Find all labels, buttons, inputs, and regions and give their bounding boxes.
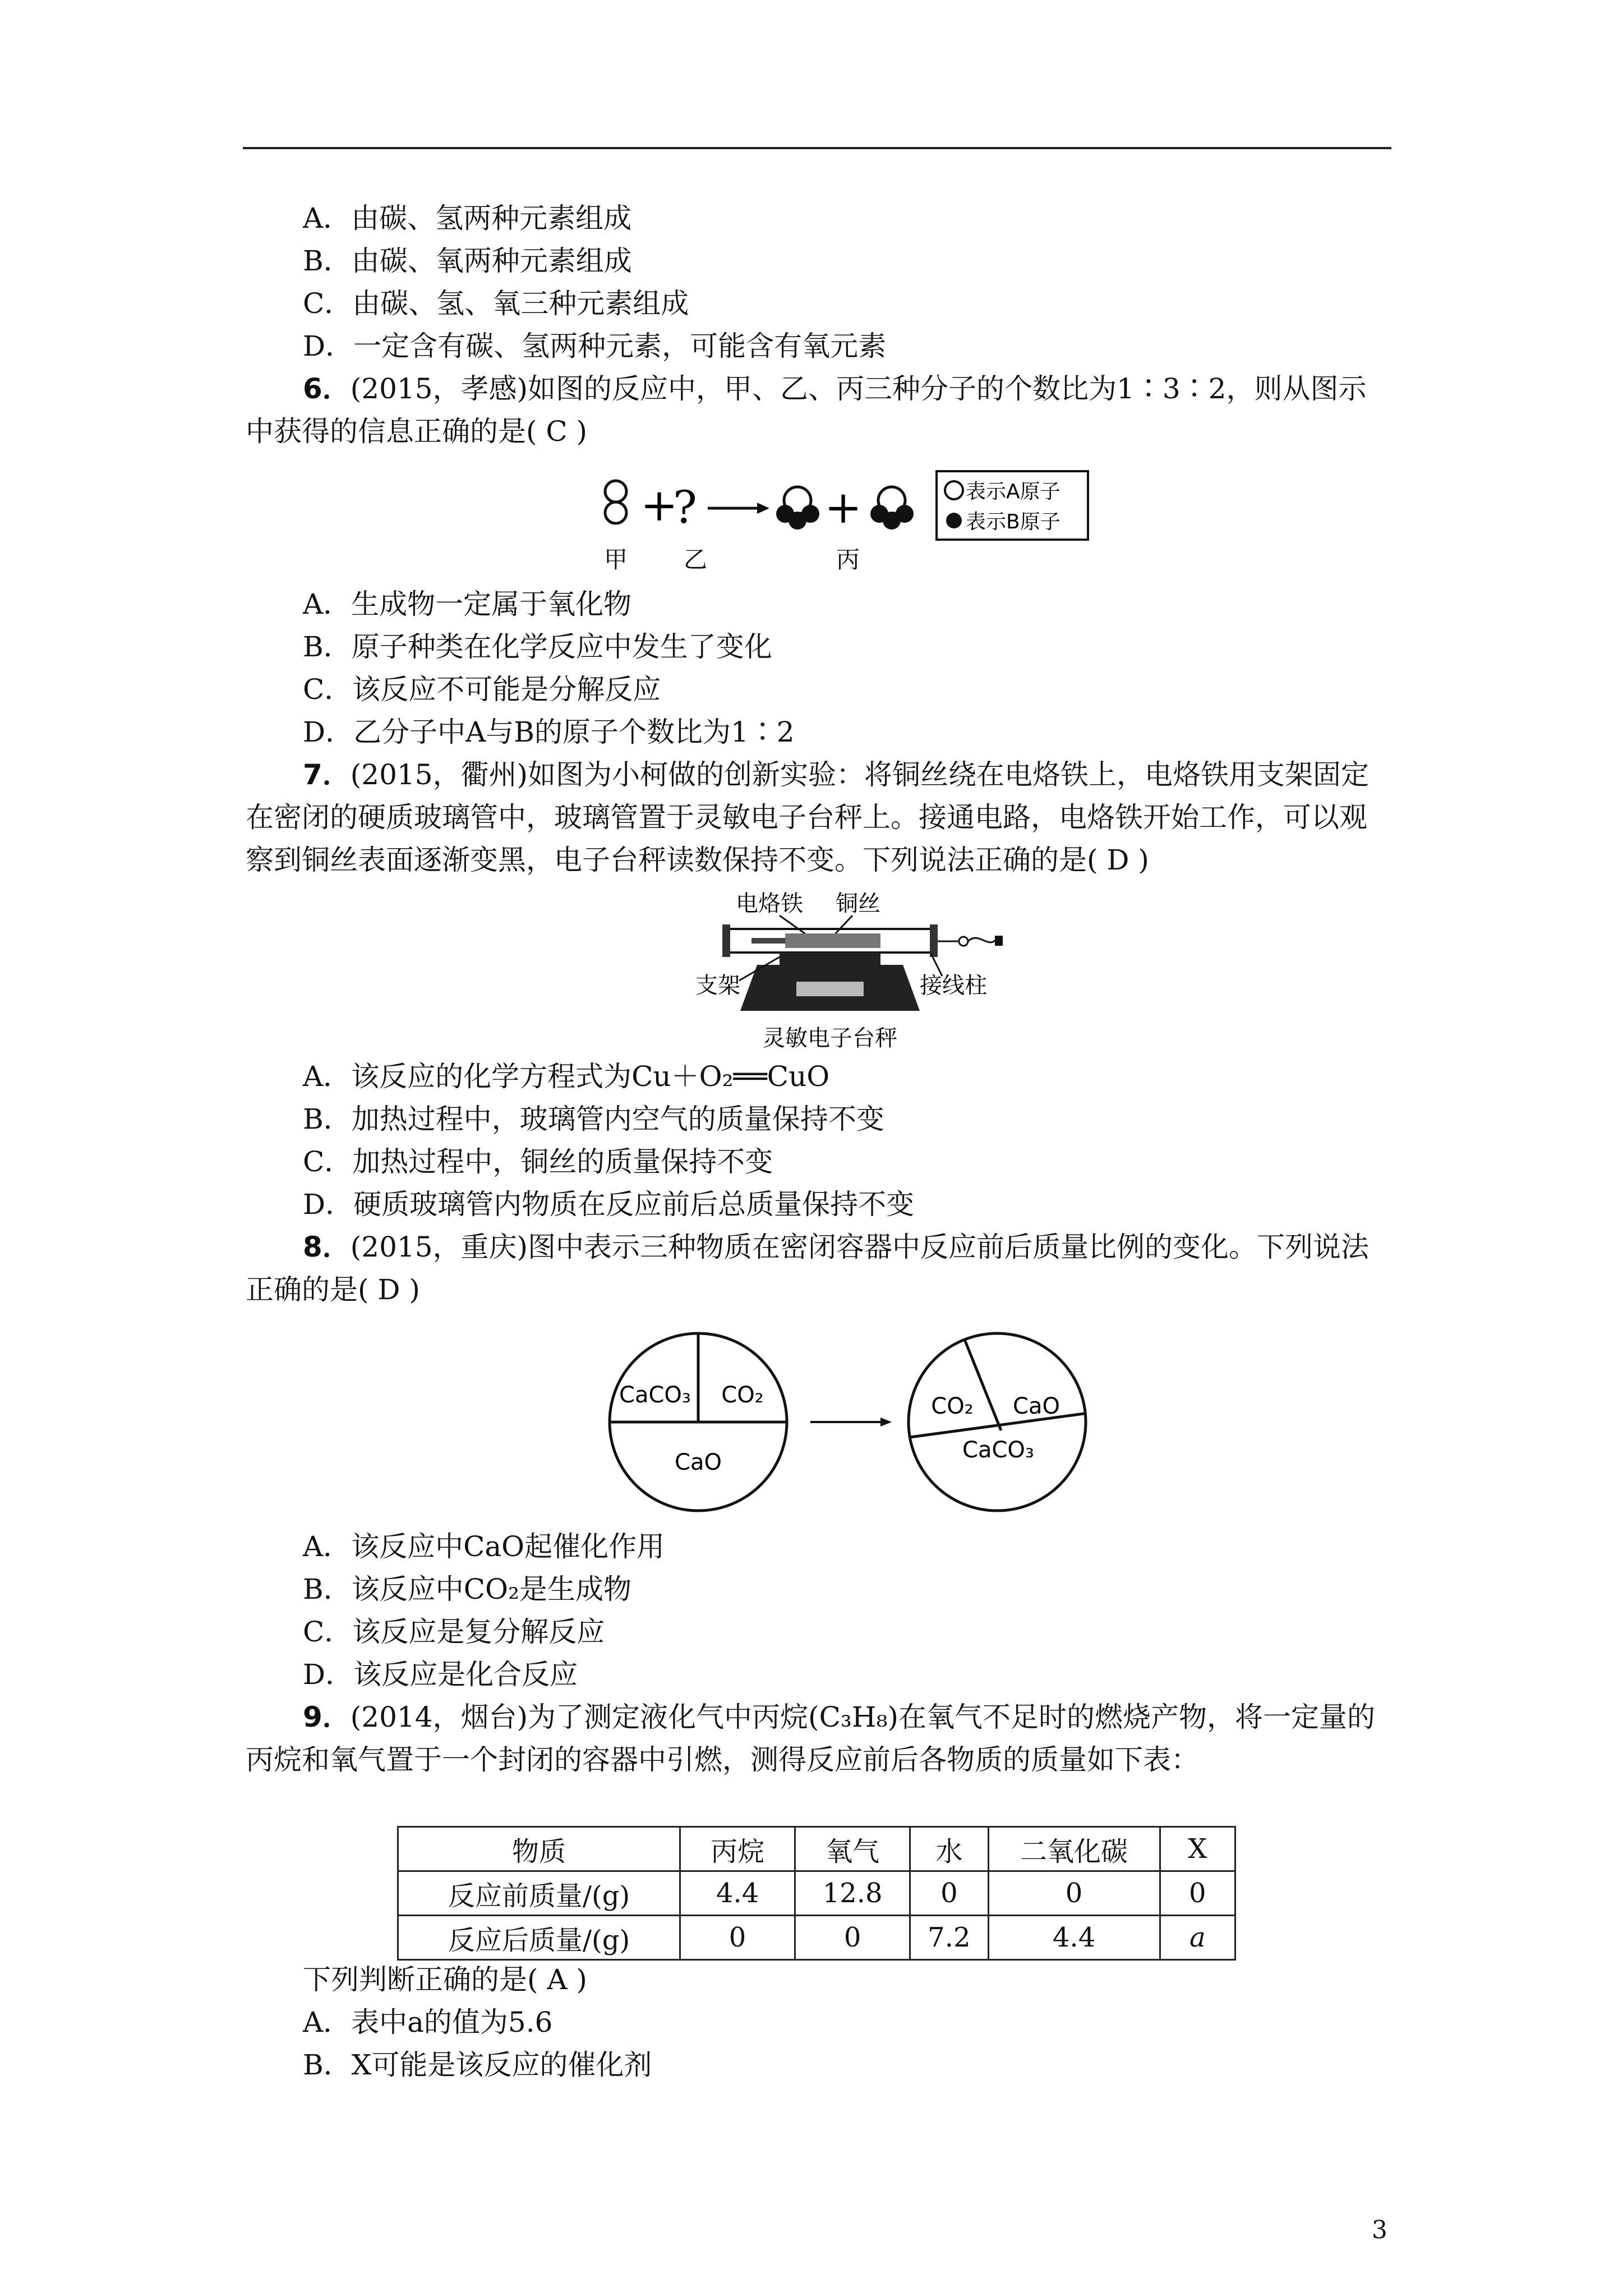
label-jia: 甲 — [603, 546, 628, 573]
after-cao: CaO — [1013, 1393, 1060, 1419]
table-cell: 反应后质量/(g) — [398, 1916, 680, 1960]
table-header-cell: 物质 — [398, 1827, 680, 1871]
q5-option-c: C．由碳、氢、氧三种元素组成 — [303, 287, 689, 320]
q6-reaction-diagram — [589, 460, 1099, 578]
unknown-molecule-question-mark: ? — [673, 481, 697, 533]
q5-option-b: B．由碳、氧两种元素组成 — [303, 245, 632, 277]
table-cell: 0 — [680, 1916, 795, 1960]
q8-stem-line1 — [303, 1230, 1369, 1264]
table-cell: 7.2 — [910, 1916, 988, 1960]
q9-number: 9． — [303, 1701, 351, 1733]
table-cell: 0 — [1160, 1871, 1235, 1916]
label-soldering-iron: 电烙铁 — [736, 891, 803, 917]
table-row — [398, 1916, 1235, 1960]
q8-option-a: A．该反应中CaO起催化作用 — [303, 1530, 665, 1563]
label-bing: 丙 — [836, 546, 860, 573]
table-header-cell: 二氧化碳 — [988, 1827, 1160, 1871]
q9-stem-line2: 丙烷和氧气置于一个封闭的容器中引燃，测得反应前后各物质的质量如下表： — [246, 1743, 1199, 1776]
table-header-cell: 丙烷 — [680, 1827, 795, 1871]
q8-mass-ratio-diagram — [606, 1329, 1099, 1515]
q8-stem-line2: 正确的是( D ) — [246, 1273, 420, 1306]
after-caco3: CaCO₃ — [962, 1437, 1034, 1463]
after-co2: CO₂ — [931, 1393, 974, 1419]
q7-text-1: (2015，衢州)如图为小柯做的创新实验：将铜丝绕在电烙铁上，电烙铁用支架固定 — [350, 758, 1370, 791]
q7-option-b: B．加热过程中，玻璃管内空气的质量保持不变 — [303, 1103, 884, 1135]
table-row — [398, 1871, 1235, 1916]
svg-text:+: + — [824, 481, 863, 533]
legend-b: 表示B原子 — [966, 510, 1061, 533]
q7-stem-line3: 察到铜丝表面逐渐变黑，电子台秤读数保持不变。下列说法正确的是( D ) — [246, 844, 1149, 876]
q8-option-c: C．该反应是复分解反应 — [303, 1616, 605, 1648]
atom-a — [605, 481, 626, 502]
page-number: 3 — [1372, 2216, 1387, 2244]
label-copper-wire: 铜丝 — [836, 891, 880, 917]
q7-stem-line1 — [303, 757, 1369, 792]
q6-stem-line2: 中获得的信息正确的是( C ) — [246, 415, 588, 448]
q8-text-1: (2015，重庆)图中表示三种物质在密闭容器中反应前后质量比例的变化。下列说法 — [350, 1231, 1370, 1263]
legend-filled-atom — [946, 513, 962, 528]
label-balance: 灵敏电子台秤 — [763, 1025, 897, 1051]
table-cell: 0 — [988, 1871, 1160, 1916]
atom-b — [896, 505, 914, 523]
q8-number: 8． — [303, 1231, 351, 1263]
q5-option-d: D．一定含有碳、氢两种元素，可能含有氧元素 — [303, 330, 887, 362]
table-cell: 12.8 — [795, 1871, 910, 1916]
q6-stem-line1 — [303, 371, 1367, 406]
q9-option-a: A．表中a的值为5.6 — [303, 2006, 553, 2039]
q7-stem-line2: 在密闭的硬质玻璃管中，玻璃管置于灵敏电子台秤上。接通电路，电烙铁开始工作，可以观 — [246, 801, 1367, 834]
q9-mass-table — [397, 1826, 1236, 1961]
label-yi: 乙 — [683, 546, 708, 573]
table-cell: 4.4 — [680, 1871, 795, 1916]
q7-option-d: D．硬质玻璃管内物质在反应前后总质量保持不变 — [303, 1188, 915, 1221]
legend-open-atom — [945, 481, 963, 499]
q6-option-b: B．原子种类在化学反应中发生了变化 — [303, 631, 772, 663]
q9-option-b: B．X可能是该反应的催化剂 — [303, 2049, 652, 2081]
q9-prompt: 下列判断正确的是( A ) — [303, 1963, 587, 1996]
q8-option-d: D．该反应是化合反应 — [303, 1658, 578, 1691]
q9-text-1: (2014，烟台)为了测定液化气中丙烷(C₃H₈)在氧气不足时的燃烧产物，将一定量的 — [350, 1701, 1376, 1733]
before-caco3: CaCO₃ — [619, 1382, 691, 1408]
q6-text-1: (2015，孝感)如图的反应中，甲、乙、丙三种分子的个数比为1∶3∶2，则从图示 — [350, 372, 1367, 405]
q6-option-d: D．乙分子中A与B的原子个数比为1∶2 — [303, 716, 795, 748]
atom-a — [605, 502, 626, 523]
before-cao: CaO — [675, 1450, 722, 1475]
q6-option-a: A．生成物一定属于氧化物 — [303, 588, 632, 620]
table-cell: 反应前质量/(g) — [398, 1871, 680, 1916]
q5-option-a: A．由碳、氢两种元素组成 — [303, 202, 632, 234]
q7-number: 7． — [303, 758, 351, 791]
table-cell: 4.4 — [988, 1916, 1160, 1960]
table-header-row — [398, 1827, 1235, 1871]
before-co2: CO₂ — [721, 1382, 764, 1408]
q9-stem-line1 — [303, 1700, 1375, 1734]
q6-option-c: C．该反应不可能是分解反应 — [303, 673, 661, 706]
svg-text:+: + — [640, 479, 679, 531]
label-terminal: 接线柱 — [920, 973, 987, 999]
table-cell: 0 — [795, 1916, 910, 1960]
label-stand: 支架 — [695, 973, 740, 999]
table-header-cell: X — [1160, 1827, 1235, 1871]
q8-option-b: B．该反应中CO₂是生成物 — [303, 1573, 632, 1605]
header-rule — [243, 147, 1391, 149]
q6-number: 6． — [303, 372, 351, 405]
q7-apparatus-diagram — [695, 886, 1009, 1055]
table-cell: 0 — [910, 1871, 988, 1916]
q7-option-a: A．该反应的化学方程式为Cu＋O₂══CuO — [303, 1060, 830, 1093]
atom-b — [801, 505, 819, 523]
q7-option-c: C．加热过程中，铜丝的质量保持不变 — [303, 1145, 773, 1178]
legend-a: 表示A原子 — [966, 480, 1061, 503]
table-header-cell: 氧气 — [795, 1827, 910, 1871]
table-header-cell: 水 — [910, 1827, 988, 1871]
table-cell: a — [1160, 1916, 1235, 1960]
